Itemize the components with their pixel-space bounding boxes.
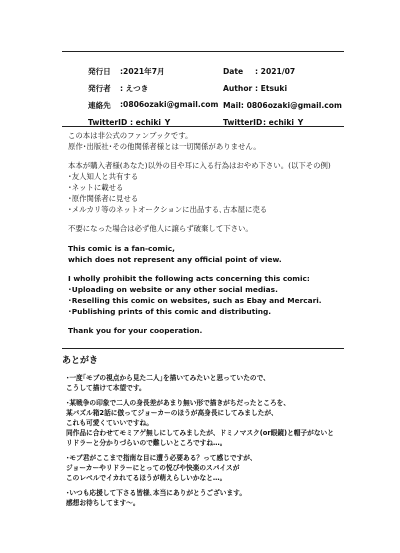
afterword-line: このレベルでイカれてるほうが萌えらしいかなと…。 — [66, 474, 227, 482]
notice-line: I wholly prohibit the following acts concerning this comic: — [68, 274, 310, 283]
notice-line: ･友人知人と共有する — [68, 172, 139, 181]
info-key: 発行者 — [88, 84, 111, 93]
info-row-author — [88, 80, 333, 97]
info-value: : echiki_Y — [130, 118, 171, 127]
afterword-line: 感想お待ちしてます〜。 — [66, 499, 140, 507]
notice-line: ･Uploading on website or any other social medias. — [68, 285, 278, 294]
info-value: : 0806ozaki@gmail.com — [240, 101, 342, 110]
info-value: : echiki_Y — [263, 118, 304, 127]
notice-line: which does not represent any official point of view. — [68, 255, 282, 264]
info-key: Date — [223, 67, 244, 76]
afterword-line: 某バズル箱2話に倣ってジョーカーのほうが高身長にしてみましたが、 — [66, 409, 278, 417]
notice-line: ･原作関係者に見せる — [68, 194, 139, 203]
afterword-title: あとがき — [62, 356, 99, 366]
info-value: : 2021/07 — [255, 67, 296, 76]
info-key: Author — [223, 84, 253, 93]
notice-line: 本本が購入者様(あなた)以外の目や耳に入る行為はおやめ下さい。(以下その例) — [68, 161, 331, 170]
info-value: :2021年7月 — [120, 67, 165, 76]
afterword-line: リドラーと分かりづらいので難しいところですね…。 — [66, 439, 227, 447]
notice-line: This comic is a fan-comic, — [68, 244, 175, 253]
info-key: Mail — [223, 101, 241, 110]
afterword-body — [66, 373, 366, 508]
info-value: : えつき — [120, 84, 149, 93]
publication-info — [88, 63, 342, 131]
afterword-line: これも可愛くていいですね。 — [66, 419, 153, 427]
info-key: TwitterID — [88, 118, 128, 127]
mid-rule — [62, 126, 344, 127]
top-rule — [62, 51, 344, 52]
info-key: TwitterID — [223, 118, 263, 127]
notice-english — [68, 243, 368, 336]
afterword-line: ･いつも応援して下さる皆様､本当にありがとうございます。 — [66, 489, 247, 497]
info-value: :0806ozaki@gmail.com — [120, 100, 219, 109]
info-key: 連絡先 — [88, 101, 111, 110]
notice-line: ･ネットに載せる — [68, 183, 124, 192]
afterword-line: こうして描けて本望です。 — [66, 384, 146, 392]
afterword-line: ･某戦争の印象で二人の身長差があまり無い形で描きがちだったところを、 — [66, 399, 291, 407]
afterword-line: ジョーカーやリドラーにとっての悦びや快楽のスパイスが — [66, 464, 240, 472]
afterword-line: ･モブ君がここまで指南な目に遭う必要ある？って感じですが、 — [66, 454, 257, 462]
afterword-line: 同作品に合わせてモミアゲ無しにしてみましたが、ドミノマスク(or眼鏡)と帽子がないと — [66, 429, 334, 437]
info-row-mail — [88, 97, 342, 114]
notice-line: Thank you for your cooperation. — [68, 326, 203, 335]
notice-line: ･Reselling this comic on websites, such as Ebay and Mercari. — [68, 296, 322, 305]
lower-rule — [62, 348, 344, 349]
notice-line: 不要になった場合は必ず他人に譲らず破棄して下さい。 — [68, 224, 253, 233]
info-value: : Etsuki — [255, 84, 288, 93]
notice-line: この本は非公式のファンブックです。 — [68, 131, 193, 140]
notice-line: 原作･出版社･その他関係者様とは一切関係がありません。 — [68, 142, 261, 151]
info-row-date — [88, 63, 333, 80]
info-key: 発行日 — [88, 67, 111, 76]
notice-japanese — [68, 130, 368, 234]
notice-line: ･Publishing prints of this comic and distributing. — [68, 307, 272, 316]
afterword-line: ･一度｢モブの視点から見た二人｣を描いてみたいと思っていたので、 — [66, 374, 270, 382]
info-row-twitter — [88, 114, 333, 131]
notice-line: ･メルカリ等のネットオークションに出品する､古本屋に売る — [68, 205, 268, 214]
